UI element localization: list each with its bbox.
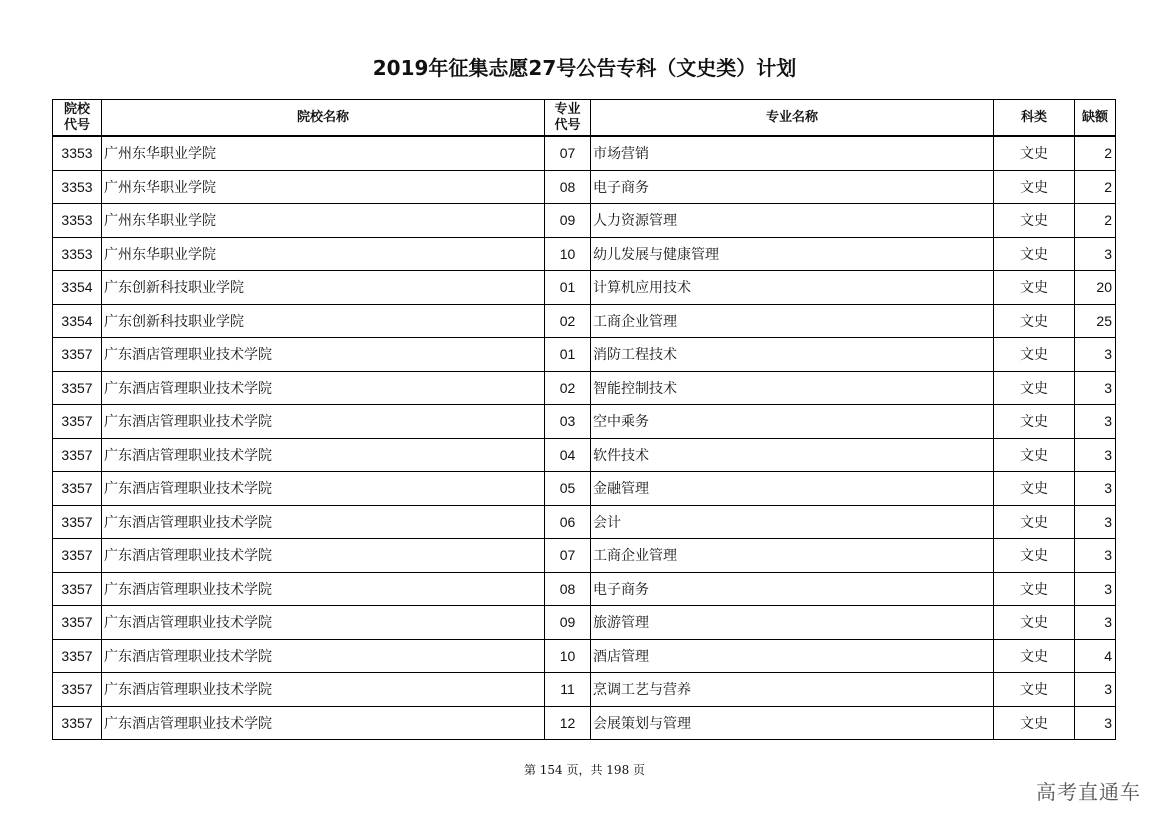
cell-category: 文史 (994, 639, 1075, 673)
cell-school-code: 3357 (53, 438, 102, 472)
cell-major-name: 工商企业管理 (591, 539, 994, 573)
cell-major-name: 会计 (591, 505, 994, 539)
cell-category: 文史 (994, 438, 1075, 472)
cell-major-code: 12 (545, 706, 591, 740)
cell-school-name: 广东酒店管理职业技术学院 (102, 505, 545, 539)
cell-school-name: 广东创新科技职业学院 (102, 271, 545, 305)
cell-major-code: 08 (545, 170, 591, 204)
cell-school-code: 3353 (53, 136, 102, 170)
table-row (53, 572, 1116, 606)
cell-major-name: 电子商务 (591, 170, 994, 204)
table-row (53, 237, 1116, 271)
watermark-text: 高考直通车 (1036, 780, 1141, 804)
cell-major-code: 09 (545, 606, 591, 640)
cell-major-code: 01 (545, 271, 591, 305)
cell-school-code: 3357 (53, 706, 102, 740)
cell-vacancy: 3 (1075, 505, 1116, 539)
cell-major-code: 04 (545, 438, 591, 472)
table-row (53, 304, 1116, 338)
header-category: 科类 (994, 100, 1075, 137)
cell-school-name: 广东酒店管理职业技术学院 (102, 606, 545, 640)
cell-major-code: 02 (545, 304, 591, 338)
cell-category: 文史 (994, 170, 1075, 204)
cell-major-code: 06 (545, 505, 591, 539)
cell-vacancy: 25 (1075, 304, 1116, 338)
cell-major-code: 03 (545, 405, 591, 439)
cell-category: 文史 (994, 304, 1075, 338)
cell-major-name: 酒店管理 (591, 639, 994, 673)
cell-major-code: 07 (545, 539, 591, 573)
cell-school-name: 广东酒店管理职业技术学院 (102, 673, 545, 707)
header-school-name: 院校名称 (102, 100, 545, 137)
cell-vacancy: 2 (1075, 136, 1116, 170)
cell-school-name: 广州东华职业学院 (102, 204, 545, 238)
cell-category: 文史 (994, 271, 1075, 305)
cell-school-name: 广东酒店管理职业技术学院 (102, 405, 545, 439)
cell-category: 文史 (994, 606, 1075, 640)
table-row (53, 371, 1116, 405)
table-row (53, 706, 1116, 740)
cell-major-name: 消防工程技术 (591, 338, 994, 372)
cell-school-name: 广东酒店管理职业技术学院 (102, 338, 545, 372)
cell-category: 文史 (994, 572, 1075, 606)
cell-school-code: 3353 (53, 237, 102, 271)
cell-major-code: 10 (545, 237, 591, 271)
cell-vacancy: 3 (1075, 706, 1116, 740)
cell-school-code: 3357 (53, 472, 102, 506)
page-title: 2019年征集志愿27号公告专科（文史类）计划 (372, 56, 797, 80)
cell-school-code: 3353 (53, 204, 102, 238)
cell-vacancy: 3 (1075, 438, 1116, 472)
table-row (53, 271, 1116, 305)
cell-category: 文史 (994, 338, 1075, 372)
header-major-code: 专业代号 (545, 100, 591, 137)
cell-vacancy: 3 (1075, 472, 1116, 506)
cell-category: 文史 (994, 706, 1075, 740)
cell-school-code: 3357 (53, 371, 102, 405)
header-vacancy: 缺额 (1075, 100, 1116, 137)
table-row (53, 405, 1116, 439)
cell-category: 文史 (994, 136, 1075, 170)
cell-category: 文史 (994, 371, 1075, 405)
cell-school-code: 3357 (53, 639, 102, 673)
cell-major-code: 09 (545, 204, 591, 238)
table-row (53, 539, 1116, 573)
cell-vacancy: 20 (1075, 271, 1116, 305)
table-row (53, 438, 1116, 472)
cell-vacancy: 3 (1075, 572, 1116, 606)
cell-school-name: 广东酒店管理职业技术学院 (102, 572, 545, 606)
cell-major-name: 烹调工艺与营养 (591, 673, 994, 707)
cell-school-code: 3354 (53, 304, 102, 338)
cell-category: 文史 (994, 539, 1075, 573)
table-row (53, 170, 1116, 204)
cell-school-name: 广东酒店管理职业技术学院 (102, 706, 545, 740)
cell-category: 文史 (994, 405, 1075, 439)
cell-school-name: 广州东华职业学院 (102, 170, 545, 204)
cell-school-code: 3357 (53, 572, 102, 606)
cell-major-name: 软件技术 (591, 438, 994, 472)
cell-major-code: 11 (545, 673, 591, 707)
cell-major-name: 计算机应用技术 (591, 271, 994, 305)
cell-major-name: 旅游管理 (591, 606, 994, 640)
cell-category: 文史 (994, 673, 1075, 707)
cell-school-code: 3357 (53, 606, 102, 640)
cell-school-code: 3354 (53, 271, 102, 305)
page-footer: 第 154 页，共 198 页 (523, 763, 646, 777)
cell-category: 文史 (994, 237, 1075, 271)
cell-vacancy: 3 (1075, 405, 1116, 439)
header-major-name: 专业名称 (591, 100, 994, 137)
cell-vacancy: 3 (1075, 673, 1116, 707)
cell-vacancy: 3 (1075, 371, 1116, 405)
table-row (53, 673, 1116, 707)
cell-school-code: 3357 (53, 405, 102, 439)
cell-school-name: 广东创新科技职业学院 (102, 304, 545, 338)
cell-major-code: 01 (545, 338, 591, 372)
cell-major-code: 10 (545, 639, 591, 673)
cell-major-code: 02 (545, 371, 591, 405)
table-row (53, 606, 1116, 640)
cell-vacancy: 2 (1075, 170, 1116, 204)
cell-major-name: 会展策划与管理 (591, 706, 994, 740)
cell-major-name: 空中乘务 (591, 405, 994, 439)
cell-category: 文史 (994, 204, 1075, 238)
cell-school-code: 3357 (53, 338, 102, 372)
table-header-row (53, 100, 1116, 137)
cell-vacancy: 3 (1075, 237, 1116, 271)
table-row (53, 472, 1116, 506)
table-row (53, 505, 1116, 539)
cell-major-name: 金融管理 (591, 472, 994, 506)
table-row (53, 204, 1116, 238)
cell-major-code: 05 (545, 472, 591, 506)
cell-category: 文史 (994, 472, 1075, 506)
cell-major-name: 市场营销 (591, 136, 994, 170)
cell-school-code: 3353 (53, 170, 102, 204)
cell-school-name: 广州东华职业学院 (102, 136, 545, 170)
cell-vacancy: 3 (1075, 539, 1116, 573)
cell-major-name: 人力资源管理 (591, 204, 994, 238)
cell-major-code: 08 (545, 572, 591, 606)
table-row (53, 338, 1116, 372)
cell-major-name: 电子商务 (591, 572, 994, 606)
cell-vacancy: 4 (1075, 639, 1116, 673)
cell-school-code: 3357 (53, 673, 102, 707)
header-school-code: 院校代号 (53, 100, 102, 137)
cell-school-code: 3357 (53, 505, 102, 539)
cell-school-name: 广东酒店管理职业技术学院 (102, 639, 545, 673)
table-row (53, 639, 1116, 673)
cell-vacancy: 3 (1075, 606, 1116, 640)
cell-school-code: 3357 (53, 539, 102, 573)
cell-major-name: 智能控制技术 (591, 371, 994, 405)
cell-vacancy: 3 (1075, 338, 1116, 372)
cell-school-name: 广东酒店管理职业技术学院 (102, 472, 545, 506)
cell-school-name: 广东酒店管理职业技术学院 (102, 438, 545, 472)
plan-table (52, 99, 1116, 740)
cell-school-name: 广东酒店管理职业技术学院 (102, 539, 545, 573)
cell-vacancy: 2 (1075, 204, 1116, 238)
cell-major-code: 07 (545, 136, 591, 170)
cell-school-name: 广东酒店管理职业技术学院 (102, 371, 545, 405)
cell-major-name: 幼儿发展与健康管理 (591, 237, 994, 271)
cell-major-name: 工商企业管理 (591, 304, 994, 338)
cell-category: 文史 (994, 505, 1075, 539)
cell-school-name: 广州东华职业学院 (102, 237, 545, 271)
table-row (53, 136, 1116, 170)
